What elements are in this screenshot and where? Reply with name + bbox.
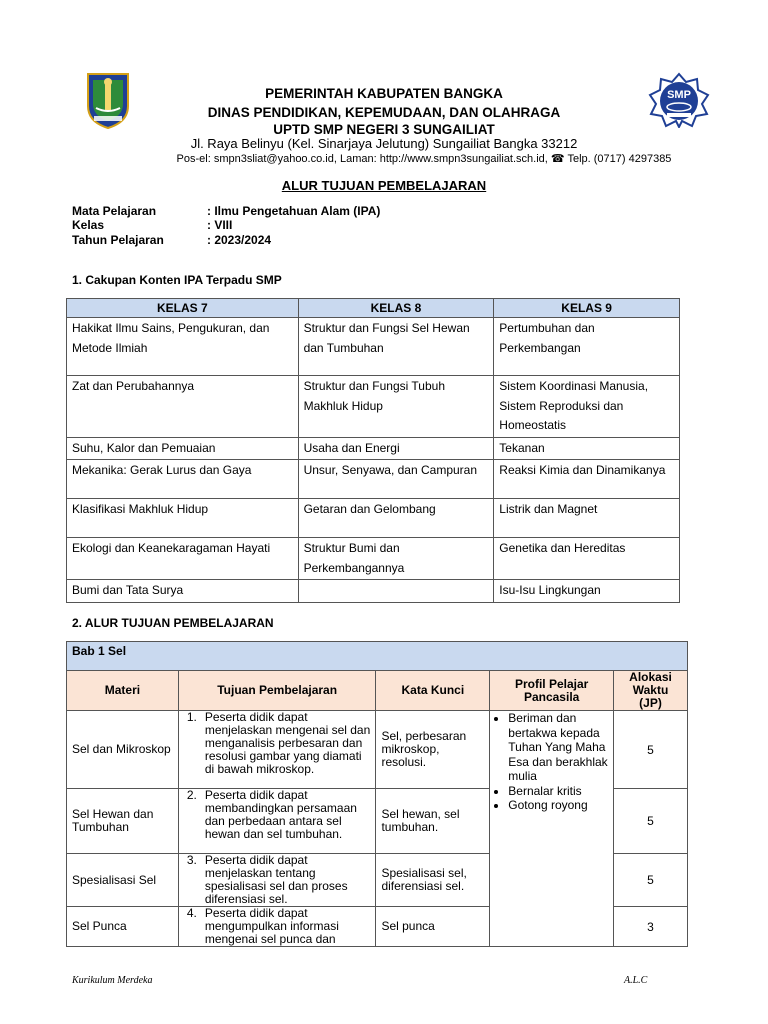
table-cell — [298, 580, 494, 603]
table-cell: Sistem Koordinasi Manusia, Sistem Reproduksi dan Homeostatis — [494, 376, 680, 438]
table-row — [67, 437, 680, 460]
profil-pancasila-cell — [490, 711, 614, 947]
table-row — [67, 318, 680, 376]
kata-kunci-cell: Sel hewan, sel tumbuhan. — [376, 789, 490, 854]
kata-kunci-cell: Sel punca — [376, 907, 490, 947]
table-row — [67, 538, 680, 580]
table-row — [67, 376, 680, 438]
list-item: • Bernalar kritis — [508, 784, 611, 799]
list-item: • Beriman dan bertakwa kepada Tuhan Yang Maha Esa dan berakhlak mulia — [508, 711, 611, 784]
footer-initials: A.L.C — [624, 975, 648, 986]
section-1-heading: 1. Cakupan Konten IPA Terpadu SMP — [72, 273, 282, 287]
table-cell: Struktur Bumi dan Perkembangannya — [298, 538, 494, 580]
jp-cell: 5 — [614, 711, 688, 789]
table-cell: Pertumbuhan dan Perkembangan — [494, 318, 680, 376]
table-cell: Reaksi Kimia dan Dinamikanya — [494, 460, 680, 499]
header-tujuan: Tujuan Pembelajaran — [178, 671, 376, 711]
tujuan-cell: 4. Peserta didik dapat mengumpulkan informasi mengenai sel punca dan — [178, 907, 376, 947]
header-kata-kunci: Kata Kunci — [376, 671, 490, 711]
table-row — [67, 711, 688, 789]
footer-curriculum: Kurikulum Merdeka — [72, 975, 153, 986]
list-item: • Gotong royong — [508, 798, 611, 813]
materi-cell: Sel dan Mikroskop — [67, 711, 179, 789]
meta-class: Kelas : VIII — [72, 218, 233, 232]
jp-cell: 5 — [614, 854, 688, 907]
table-row — [67, 460, 680, 499]
table-cell: Ekologi dan Keanekaragaman Hayati — [67, 538, 299, 580]
table-cell: Suhu, Kalor dan Pemuaian — [67, 437, 299, 460]
table-cell: Hakikat Ilmu Sains, Pengukuran, dan Metode Ilmiah — [67, 318, 299, 376]
jp-cell: 3 — [614, 907, 688, 947]
table-cell: Klasifikasi Makhluk Hidup — [67, 499, 299, 538]
table-row — [67, 580, 680, 603]
table-cell: Isu-Isu Lingkungan — [494, 580, 680, 603]
kata-kunci-cell: Sel, perbesaran mikroskop, resolusi. — [376, 711, 490, 789]
section-2-heading: 2. ALUR TUJUAN PEMBELAJARAN — [72, 616, 274, 630]
table-cell: Mekanika: Gerak Lurus dan Gaya — [67, 460, 299, 499]
chapter-row — [67, 642, 688, 671]
table-header-row — [67, 671, 688, 711]
table-row — [67, 499, 680, 538]
content-scope-table — [66, 298, 680, 603]
learning-objective-table — [66, 641, 688, 947]
table-cell: Bumi dan Tata Surya — [67, 580, 299, 603]
meta-year: Tahun Pelajaran : 2023/2024 — [72, 233, 272, 247]
table-header-row — [67, 299, 680, 318]
table-cell: Struktur dan Fungsi Sel Hewan dan Tumbuhan — [298, 318, 494, 376]
chapter-title: Bab 1 Sel — [67, 642, 688, 671]
kata-kunci-cell: Spesialisasi sel, diferensiasi sel. — [376, 854, 490, 907]
materi-cell: Spesialisasi Sel — [67, 854, 179, 907]
table-cell: Genetika dan Hereditas — [494, 538, 680, 580]
svg-text:SMP: SMP — [667, 89, 691, 101]
header-address: Jl. Raya Belinyu (Kel. Sinarjaya Jelutung) Sungailiat Bangka 33212 — [190, 136, 578, 151]
table-cell: Unsur, Senyawa, dan Campuran — [298, 460, 494, 499]
jp-cell: 5 — [614, 789, 688, 854]
header-contact: Pos-el: smpn3sliat@yahoo.co.id, Laman: http://www.smpn3sungailiat.sch.id, ☎ Telp. (0717) 4297385 — [176, 153, 672, 165]
document-title: ALUR TUJUAN PEMBELAJARAN — [281, 178, 487, 193]
header-kelas-9: KELAS 9 — [494, 299, 680, 318]
tujuan-cell: 3. Peserta didik dapat menjelaskan tentang spesialisasi sel dan proses diferensiasi sel. — [178, 854, 376, 907]
tujuan-cell: 1. Peserta didik dapat menjelaskan mengenai sel dan menganalisis perbesaran dan resolusi gambar yang diamati di bawah mikroskop. — [178, 711, 376, 789]
header-department: DINAS PENDIDIKAN, KEPEMUDAAN, DAN OLAHRAGA — [207, 105, 561, 120]
table-cell: Getaran dan Gelombang — [298, 499, 494, 538]
header-profil: Profil Pelajar Pancasila — [490, 671, 614, 711]
header-materi: Materi — [67, 671, 179, 711]
meta-subject: Mata Pelajaran : Ilmu Pengetahuan Alam (IPA) — [72, 204, 381, 218]
table-cell: Struktur dan Fungsi Tubuh Makhluk Hidup — [298, 376, 494, 438]
table-cell: Listrik dan Magnet — [494, 499, 680, 538]
header-alokasi: Alokasi Waktu (JP) — [614, 671, 688, 711]
materi-cell: Sel Punca — [67, 907, 179, 947]
header-school: UPTD SMP NEGERI 3 SUNGAILIAT — [273, 122, 495, 137]
header-kelas-7: KELAS 7 — [67, 299, 299, 318]
materi-cell: Sel Hewan dan Tumbuhan — [67, 789, 179, 854]
header-government: PEMERINTAH KABUPATEN BANGKA — [265, 86, 503, 101]
table-cell: Usaha dan Energi — [298, 437, 494, 460]
table-cell: Tekanan — [494, 437, 680, 460]
tujuan-cell: 2. Peserta didik dapat membandingkan persamaan dan perbedaan antara sel hewan dan sel tumbuhan. — [178, 789, 376, 854]
table-cell: Zat dan Perubahannya — [67, 376, 299, 438]
header-kelas-8: KELAS 8 — [298, 299, 494, 318]
